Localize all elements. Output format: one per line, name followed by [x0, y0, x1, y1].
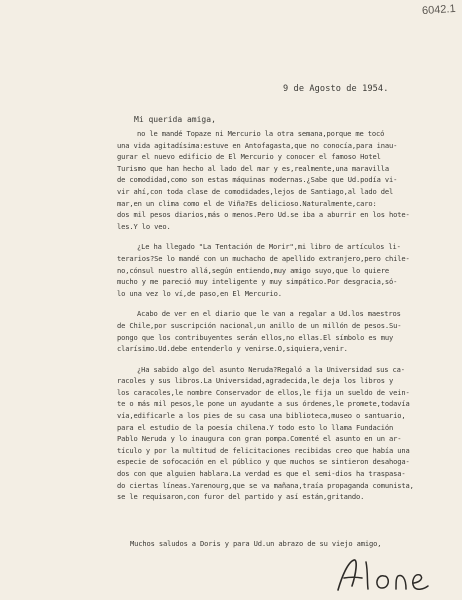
- text-line: do ciertas líneas.Yarenourg,que se va mañana,traía propaganda comunista,: [117, 480, 414, 490]
- text-line: ¿Ha sabido algo del asunto Neruda?Regaló a la Universidad sus ca-: [137, 364, 405, 374]
- text-line: no,cónsul nuestro allá,según entiendo,muy amigo suyo,que lo quiere: [117, 265, 389, 275]
- text-line: de Chile,por suscripción nacional,un anillo de un millón de pesos.Su-: [117, 320, 402, 330]
- salutation: Mi querida amiga,: [134, 115, 216, 124]
- text-line: ¿Le ha llegado "La Tentación de Morir",mi libro de artículos li-: [137, 242, 401, 252]
- text-line: clarísimo.Ud.debe entenderlo y venirse.O,siquiera,venir.: [117, 344, 348, 354]
- text-line: Acabo de ver en el diario que le van a regalar a Ud.los maestros: [137, 309, 401, 319]
- text-line: racoles y sus libros.La Universidad,agradecida,le deja los libros y: [117, 376, 394, 386]
- text-line: no le mandé Topaze ni Mercurio la otra semana,porque me tocó: [137, 129, 385, 138]
- handwritten-signature: [332, 556, 442, 596]
- text-line: los caracoles,le nombre Conservador de ellos,le fija un sueldo de vein-: [117, 387, 410, 397]
- text-line: especie de sofocación en el público y que muchos se sintieron desahoga-: [117, 457, 410, 467]
- text-line: vir ahí,con toda clase de comodidades,lejos de Santiago,al lado del: [117, 186, 394, 196]
- text-line: terarios?Se lo mandé con un muchacho de apellido extranjero,pero chile-: [117, 253, 410, 263]
- text-line: Turismo que han hecho al lado del mar y es,realmente,una maravilla: [117, 163, 389, 173]
- text-line: les.Y lo veo.: [117, 221, 171, 231]
- text-line: Pablo Neruda y lo inaugura con gran pompa.Comenté el asunto en un ar-: [117, 434, 402, 444]
- text-line: lo una vez lo ví,de paso,en El Mercurio.: [117, 288, 282, 298]
- text-line: pongo que los contribuyentes serán ellos,no ellas.El símbolo es muy: [117, 332, 394, 342]
- text-line: mar,en un clima como el de Viña?Es delicioso.Naturalmente,caro:: [117, 198, 377, 208]
- archive-number: 6042.1: [421, 2, 457, 18]
- text-line: gurar el nuevo edificio de El Mercurio y conocer el famoso Hotel: [117, 152, 381, 162]
- letter-date: 9 de Agosto de 1954.: [283, 84, 389, 94]
- letter-body: [117, 128, 453, 512]
- text-line: se le requisaron,con furor del partido y así están,gritando.: [117, 492, 365, 502]
- text-line: tículo y por la multitud de felicitaciones recibidas creo que había una: [117, 445, 410, 455]
- text-line: una vida agitadísima:estuve en Antofagasta,que no conocía,para inau-: [117, 140, 398, 150]
- text-line: te o más mil pesos,le pone un ayudante a sus órdenes,le promete,todavía: [117, 399, 410, 409]
- text-line: de comodidad,como son estas máquinas modernas.¿Sabe que Ud.podía vi-: [117, 175, 398, 185]
- paragraph: [117, 308, 453, 354]
- text-line: vía,edificarle a los pies de su casa una biblioteca,museo o santuario,: [117, 411, 406, 421]
- text-line: para el estudio de la poesía chilena.Y todo esto lo llama Fundación: [117, 422, 394, 432]
- text-line: dos con que alguien hablara.La verdad es que el semi-dios ha traspasa-: [117, 469, 406, 479]
- paragraph: [117, 241, 453, 299]
- text-line: dos mil pesos diarios,más o menos.Pero Ud.se iba a aburrir en los hote-: [117, 210, 410, 220]
- closing-line: Muchos saludos a Doris y para Ud.un abrazo de su viejo amigo,: [130, 539, 382, 548]
- paragraph: [117, 364, 453, 503]
- text-line: mucho y me pareció muy inteligente y muy simpático.Por desgracia,só-: [117, 277, 398, 287]
- paragraph: [117, 128, 453, 232]
